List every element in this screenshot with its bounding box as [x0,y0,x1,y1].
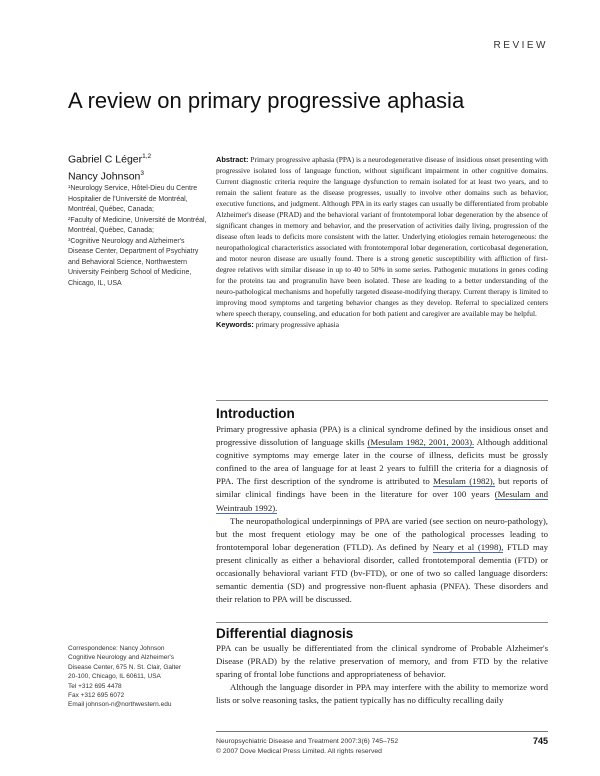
page-number: 745 [532,736,548,746]
section-label: REVIEW [493,40,548,51]
page-footer [216,737,398,756]
footer-divider [216,731,548,732]
citation-link[interactable]: (Mesulam and Weintraub 1992). [216,489,548,513]
affiliation-3: ³Cognitive Neurology and Alzheimer's Disease Center, Department of Psychiatry and Behavioral Science, Northwestern University Feinberg School of Medicine, Chicago, IL, USA [68,237,199,287]
differential-diagnosis-body [216,642,548,707]
abstract-label: Abstract: [216,155,249,164]
author-2: Nancy Johnson$^3$ [68,169,145,182]
author-list [68,150,151,183]
introduction-heading: Introduction [216,406,295,421]
differential-paragraph-2: Although the language disorder in PPA may interfere with the ability to memorize word lists or solve reasoning tasks, the patient typically has no difficulty recalling daily [216,682,548,706]
correspondence-email[interactable]: Email johnson-n@northwestern.edu [68,701,172,709]
differential-diagnosis-heading: Differential diagnosis [216,626,354,641]
affiliation-1: ¹Neurology Service, Hôtel-Dieu du Centre Hospitalier de l'Université de Montréal, Montréal, Québec, Canada; [68,185,198,213]
introduction-paragraph-1: Primary progressive aphasia (PPA) is a clinical syndrome defined by the insidious onset and progressive dissolution of language skills (Mesulam 1982, 2001, 2003). Although additional cognitive symptoms may emerge later in the course of illness, deficits must be grossly confined to the area of language for at least 2 years to fulfill the criteria for a diagnosis of PPA. The first description of the syndrome is attributed to Mesulam (1982), but reports of similar clinical findings have been in the literature for over 100 years (Mesulam and Weintraub 1992). [216,424,548,513]
citation-link[interactable]: Neary et al (1998), [432,541,504,552]
journal-citation: Neuropsychiatric Disease and Treatment 2007:3(6) 745–752 [216,738,399,745]
abstract-text: Primary progressive aphasia (PPA) is a neurodegenerative disease of insidious onset presenting with progressive isolated loss of language function, without significant impairment in other cognitive domains. Current diagnostic criteria require the language dysfunction to remain isolated for at least two years, and to remain the salient feature as the disease progresses, usually to involve other domains such as behavior, executive functions, and judgment. Although PPA in its early stages can usually be differentiated from probable Alzheimer's disease (PRAD) and the behavioral variant of frontotemporal lobar degeneration by the absence of significant changes in memory and behavior, and the preservation of activities daily living, progression of the disease often leads to deficits more consistent with the latter. Underlying etiologies remain heterogeneous: the neuropathological characteristics associated with frontotemporal lobar degeneration, corticobasal degeneration, and motor neuron disease are usually found. There is a strong genetic susceptibility with affliction of first-degree relatives with similar disease in up to 40 to 50% in some series. Pathogenic mutations in genes coding for the proteins tau and progranulin have been isolated. These are leading to a better understanding of the neuro-pathological mechanisms and hopefully targeted disease-modifying therapy. Current therapy is limited to improving mood symptoms and targeting behavior changes as they develop. Referral to specialized centers where speech therapy, counseling, and education for both patient and caregiver are available may be helpful. [216,155,548,318]
introduction-paragraph-2: The neuropathological underpinnings of PPA are varied (see section on neuro-pathology), but the most frequent etiology may be one of the pathological processes leading to frontotemporal lobar degeneration (FTLD). As defined by Neary et al (1998), FTLD may present clinically as either a behavioral disorder, called frontotemporal dementia (FTD) or occasionally behavioral variant FTD (bv-FTD), or one of two so called language disorders: semantic dementia (SD) and progressive non-fluent aphasia (PNFA). These disorders and their relation to PPA will be discussed. [216,515,548,605]
abstract-divider [216,400,548,401]
citation-link[interactable]: Mesulam (1982), [433,476,495,487]
keywords-label: Keywords: [216,320,254,329]
author-1: Gabriel C Léger$^{1,2}$ [68,153,152,166]
correspondence: Correspondence: Nancy Johnson Cognitive Neurology and Alzheimer's Disease Center, 675 N. St. Clair, Galter 20-100, Chicago, IL 60611, USA Tel +312 695 4478 Fax +312 695 6072 Email johnson-n@northwestern.edu [68,644,208,710]
copyright-notice: © 2007 Dove Medical Press Limited. All rights reserved [216,747,382,755]
keywords-text: primary progressive aphasia [255,320,339,329]
introduction-body [216,423,548,606]
affiliation-2: ²Faculty of Medicine, Université de Montréal, Montréal, Québec, Canada; [68,216,207,234]
affiliations [68,184,208,289]
differential-paragraph-1: PPA can be usually be differentiated from the clinical syndrome of Probable Alzheimer's Disease (PRAD) by the relative preservation of memory, and from FTD by the relative sparing of frontal lobe functions and appropriateness of behavior. [216,643,548,680]
abstract [216,154,548,330]
article-title: A review on primary progressive aphasia [68,88,465,113]
section-divider [216,622,548,623]
citation-link[interactable]: (Mesulam 1982, 2001, 2003). [367,437,475,448]
